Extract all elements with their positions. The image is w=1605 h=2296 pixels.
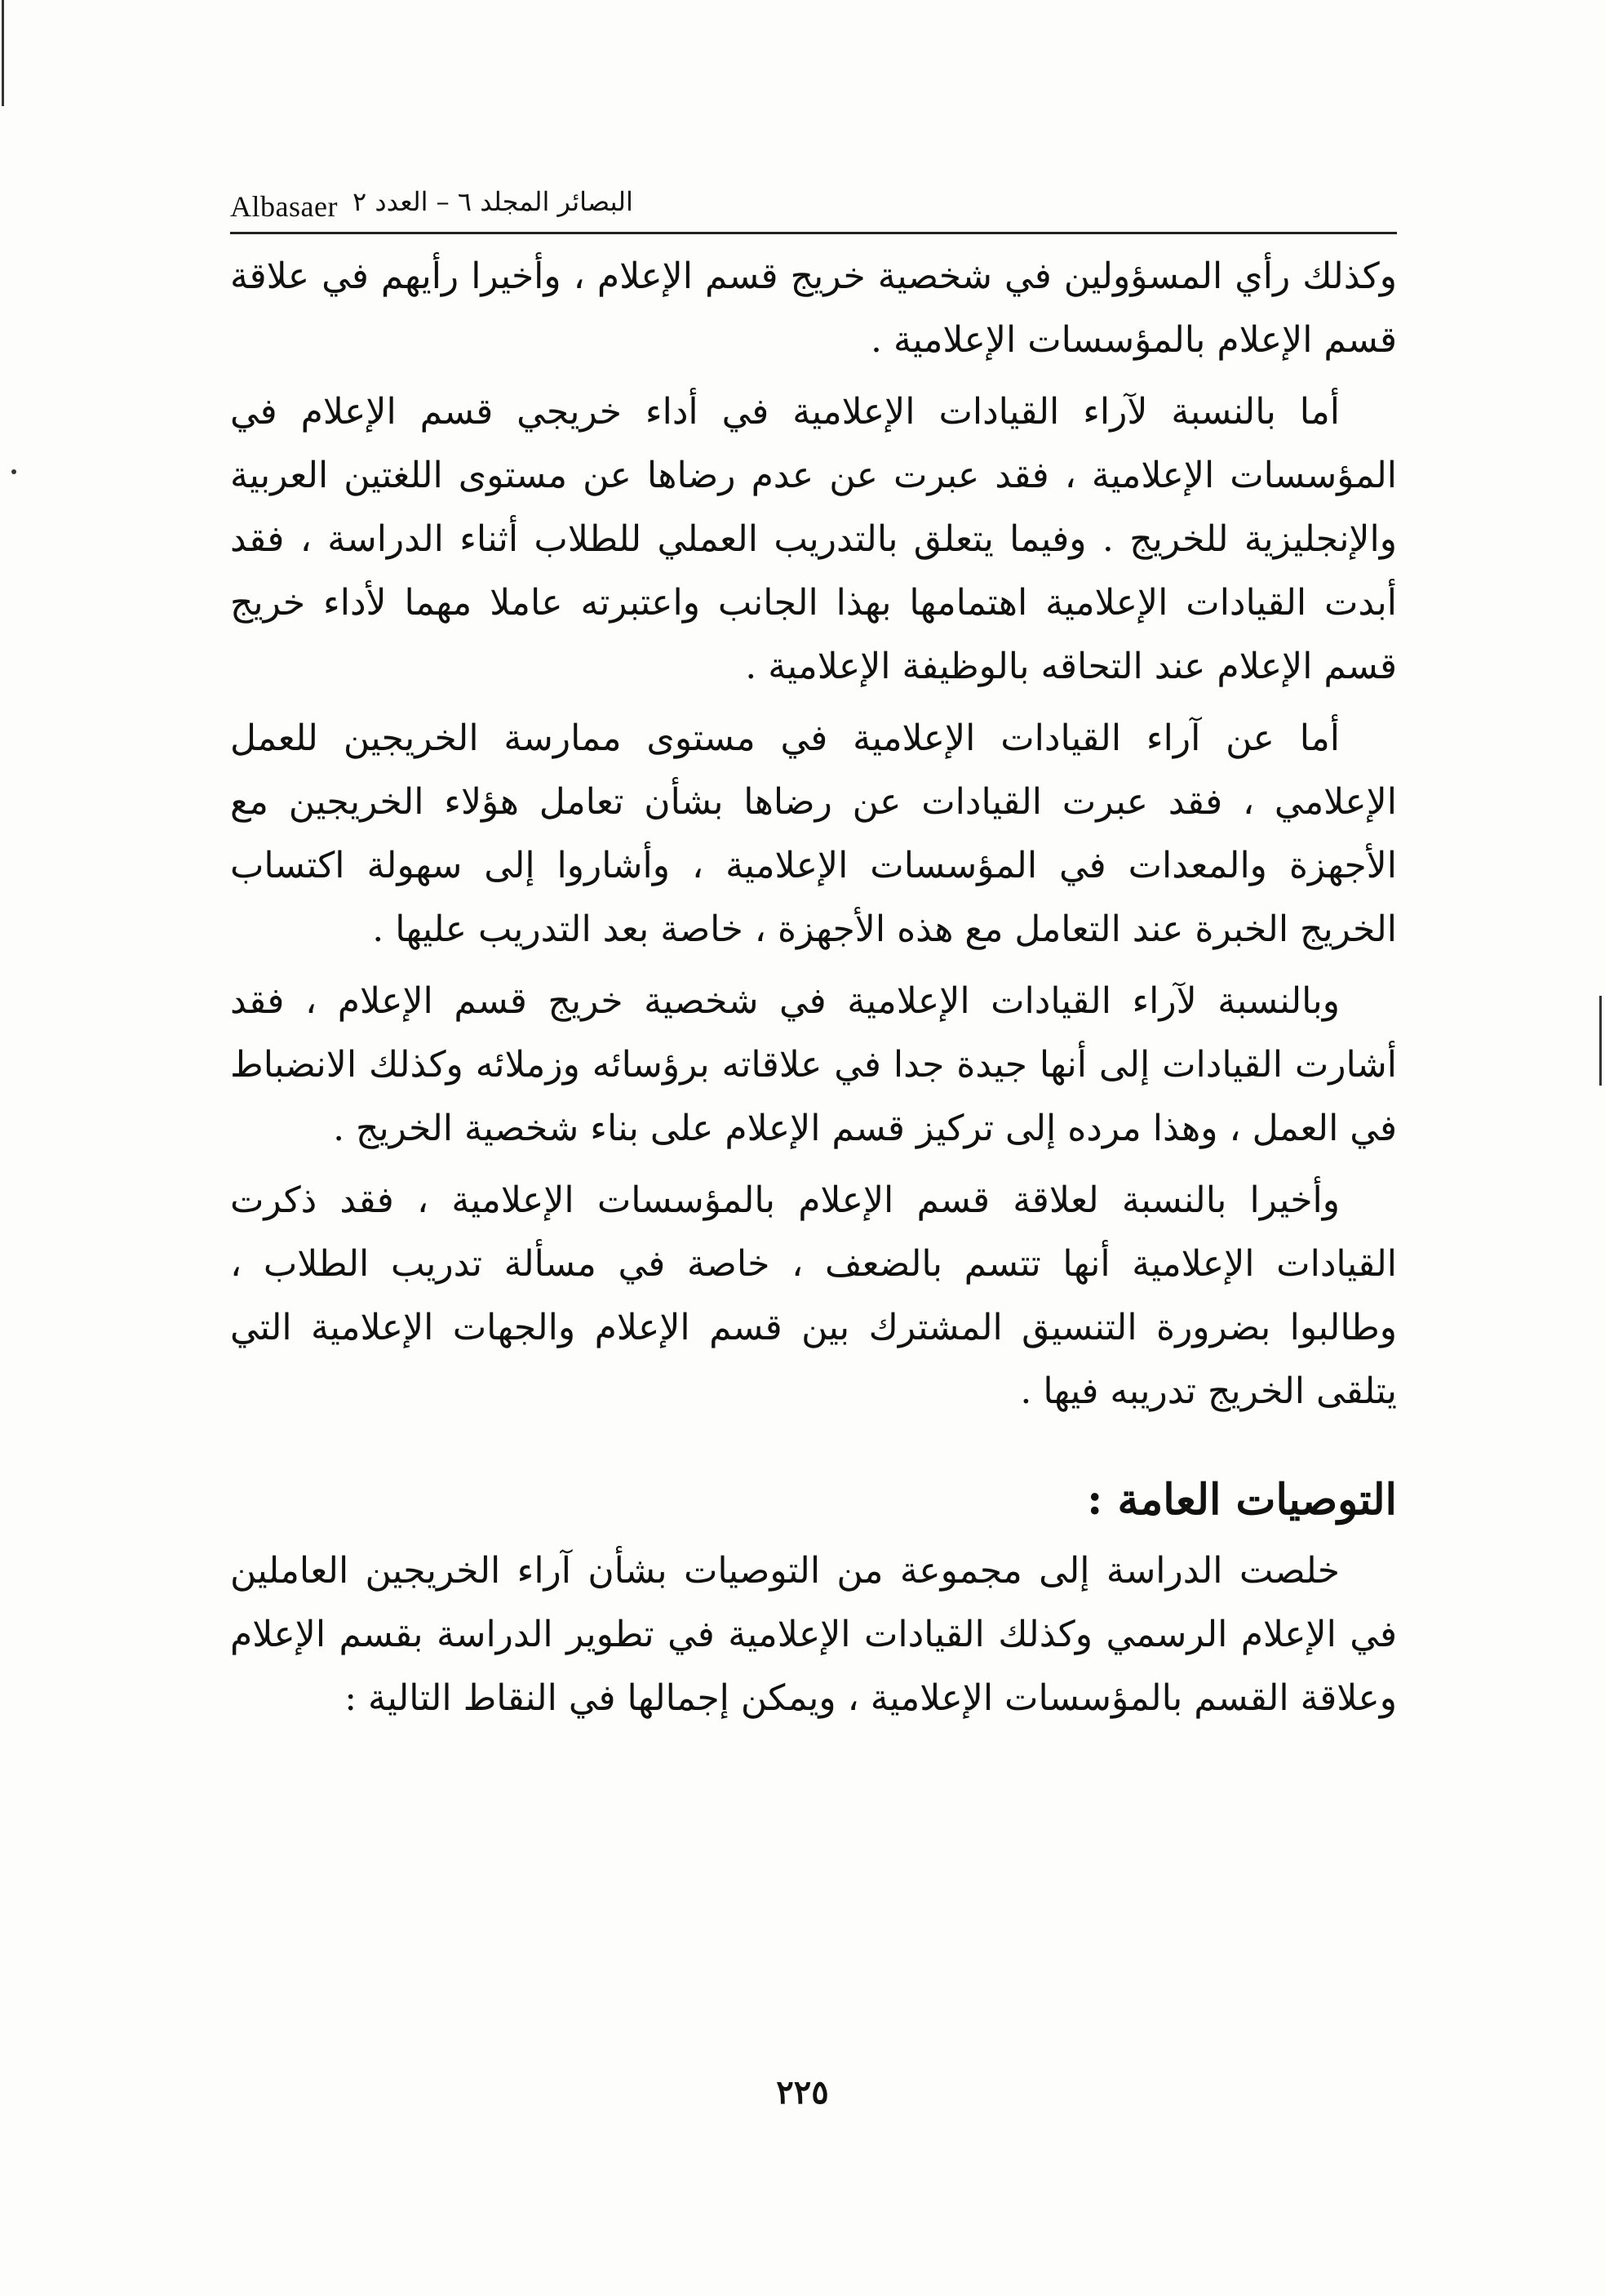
paragraph-1: وكذلك رأي المسؤولين في شخصية خريج قسم الإعلام ، وأخيرا رأيهم في علاقة قسم الإعلام بالمؤسسات الإعلامية . (230, 255, 1397, 361)
scan-mark-dot (11, 469, 16, 474)
section-paragraph: خلصت الدراسة إلى مجموعة من التوصيات بشأن آراء الخريجين العاملين في الإعلام الرسمي وكذلك القيادات الإعلامية في تطوير الدراسة بقسم الإعلام وعلاقة القسم بالمؤسسات الإعلامية ، ويمكن إجمالها في النقاط التالية : (230, 1550, 1397, 1719)
journal-issue-arabic: البصائر المجلد ٦ – العدد ٢ (352, 186, 633, 217)
scan-mark-edge-top (2, 0, 4, 106)
body-text (230, 245, 1397, 1739)
section-heading: التوصيات العامة : (1087, 1475, 1397, 1525)
running-header (230, 183, 1397, 229)
paragraph-2: أما بالنسبة لآراء القيادات الإعلامية في أداء خريجي قسم الإعلام في المؤسسات الإعلامية ، فقد عبرت عن عدم رضاها عن مستوى اللغتين العربية والإنجليزية للخريج . وفيما يتعلق بالتدريب العملي للطلاب أثناء الدراسة ، فقد أبدت القيادات الإعلامية اهتمامها بهذا الجانب واعتبرته عاملا مهما لأداء خريج قسم الإعلام عند التحاقه بالوظيفة الإعلامية . (230, 391, 1398, 687)
paragraph-4: وبالنسبة لآراء القيادات الإعلامية في شخصية خريج قسم الإعلام ، فقد أشارت القيادات إلى أنها جيدة جدا في علاقاته برؤسائه وزملائه وكذلك الانضباط في العمل ، وهذا مرده إلى تركيز قسم الإعلام على بناء شخصية الخريج . (230, 980, 1397, 1149)
journal-name-latin: Albasaer (230, 190, 338, 223)
page-number: ٢٢٥ (776, 2073, 829, 2112)
scan-mark-edge-right (1599, 996, 1602, 1086)
paragraph-5: وأخيرا بالنسبة لعلاقة قسم الإعلام بالمؤسسات الإعلامية ، فقد ذكرت القيادات الإعلامية أنها تتسم بالضعف ، خاصة في مسألة تدريب الطلاب ، وطالبوا بضرورة التنسيق المشترك بين قسم الإعلام والجهات الإعلامية التي يتلقى الخريج تدريبه فيها . (230, 1179, 1397, 1412)
header-rule (230, 232, 1397, 234)
paragraph-3: أما عن آراء القيادات الإعلامية في مستوى ممارسة الخريجين للعمل الإعلامي ، فقد عبرت القيادات عن رضاها بشأن تعامل هؤلاء الخريجين مع الأجهزة والمعدات في المؤسسات الإعلامية ، وأشاروا إلى سهولة اكتساب الخريج الخبرة عند التعامل مع هذه الأجهزة ، خاصة بعد التدريب عليها . (230, 717, 1397, 950)
